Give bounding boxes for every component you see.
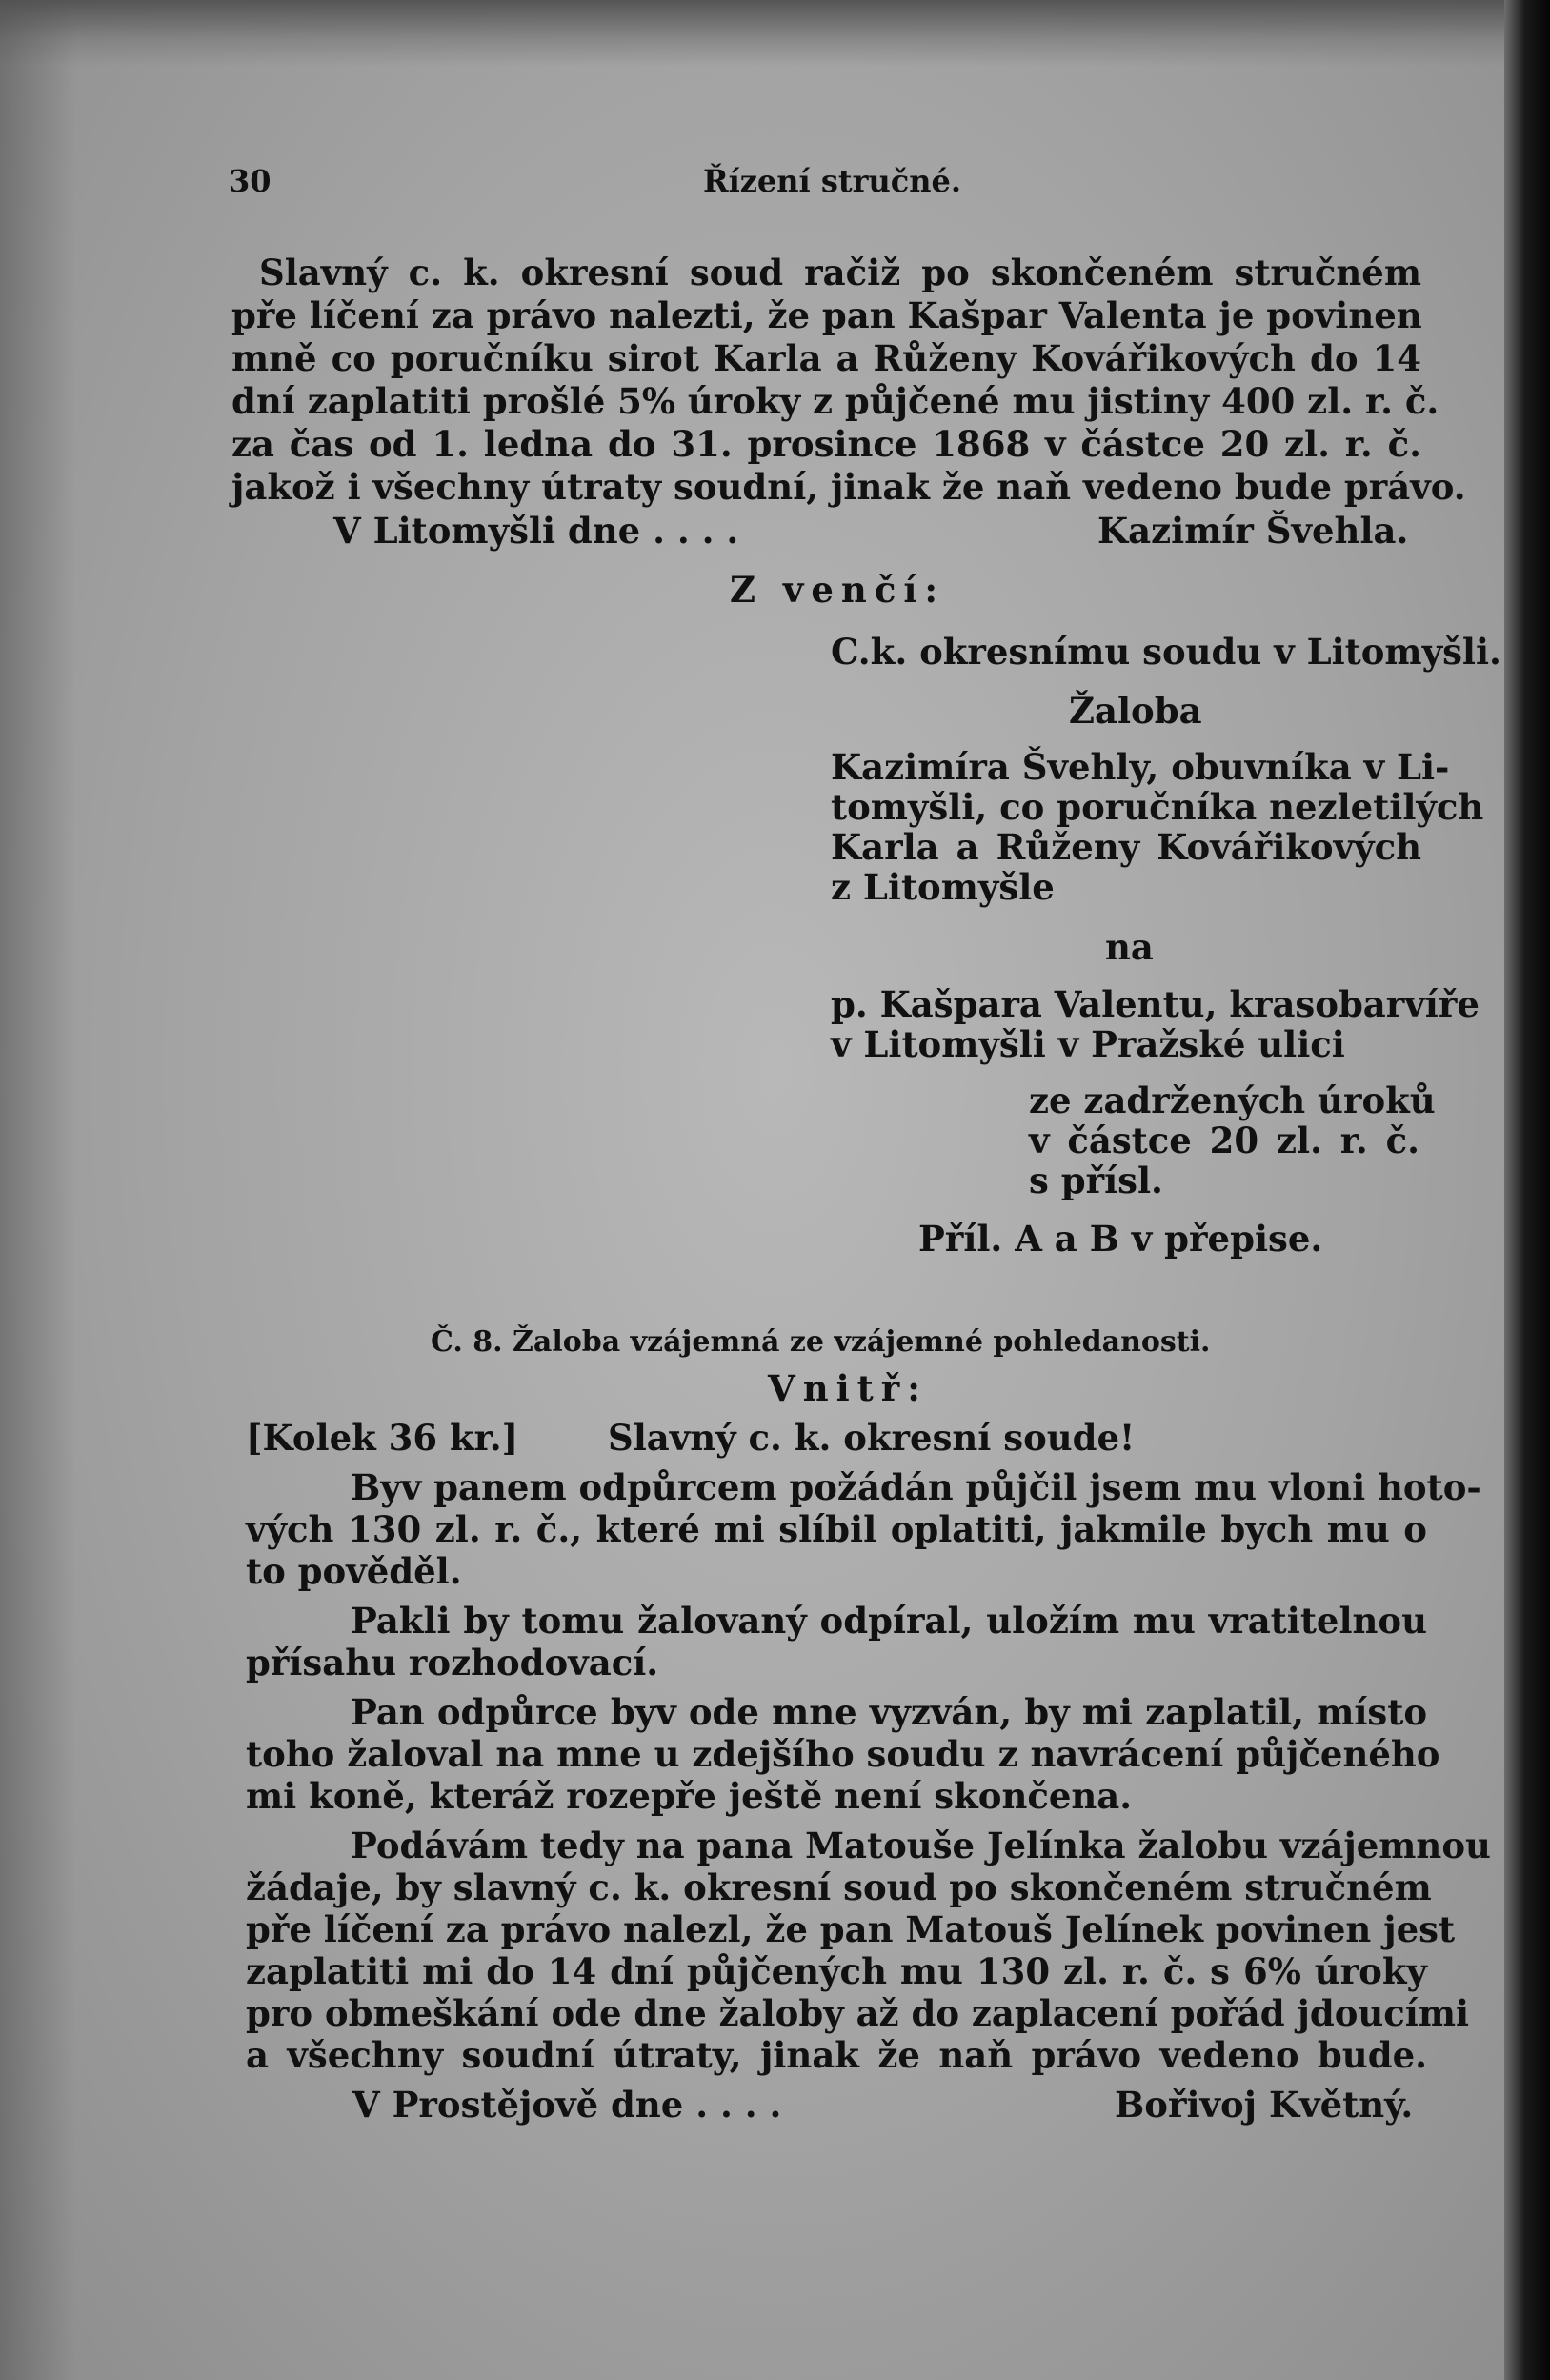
paragraph-line: pře líčení za právo nalezl, že pan Matouš Jelínek povinen jest — [246, 1908, 1456, 1950]
paragraph-line: a všechny soudní útraty, jinak že naň právo vedeno bude. — [246, 2034, 1427, 2076]
paragraph-line: zaplatiti mi do 14 dní půjčených mu 130 zl. r. č. s 6% úroky — [246, 1950, 1427, 1992]
subject-line: v částce 20 zl. r. č. — [1029, 1119, 1419, 1161]
plaintiff-line: z Litomyšle — [831, 866, 1055, 908]
petition-line: mně co poručníku sirot Karla a Růženy Kovářikových do 14 — [231, 337, 1421, 379]
salutation: Slavný c. k. okresní soude! — [608, 1417, 1136, 1459]
paragraph-line: žádaje, by slavný c. k. okresní soud po skončeném stručném — [246, 1866, 1432, 1908]
petition-line: za čas od 1. ledna do 31. prosince 1868 v částce 20 zl. r. č. — [231, 423, 1421, 465]
running-title: Řízení stručné. — [703, 163, 962, 199]
signature: Kazimír Švehla. — [1097, 510, 1409, 552]
paragraph-line: Pakli by tomu žalovaný odpíral, uložím mu vratitelnou — [351, 1600, 1427, 1642]
section-title: Č. 8. Žaloba vzájemná ze vzájemné pohledanosti. — [431, 1325, 1211, 1359]
plaintiff-line: Kazimíra Švehly, obuvníka v Li- — [831, 746, 1450, 788]
petition-line: jakož i všechny útraty soudní, jinak že naň vedeno bude právo. — [231, 466, 1466, 508]
defendant-line: p. Kašpara Valentu, krasobarvíře — [831, 983, 1480, 1025]
subject-line: ze zadržených úroků — [1029, 1079, 1436, 1121]
signature: Bořivoj Květný. — [1115, 2084, 1414, 2126]
petition-line: pře líčení za právo nalezti, že pan Kašpar Valenta je povinen — [231, 294, 1422, 336]
petition-line: dní zaplatiti prošlé 5% úroky z půjčené mu jistiny 400 zl. r. č. — [231, 380, 1439, 422]
petition-line: Slavný c. k. okresní soud račiž po skončeném stručném — [259, 252, 1421, 293]
subject-line: s přísl. — [1029, 1160, 1163, 1201]
stamp-note: [Kolek 36 kr.] — [246, 1417, 519, 1459]
paragraph-line: Byv panem odpůrcem požádán půjčil jsem mu vloni hoto- — [351, 1466, 1481, 1508]
defendant-line: v Litomyšli v Pražské ulici — [831, 1023, 1345, 1065]
paragraph-line: přísahu rozhodovací. — [246, 1642, 659, 1684]
paragraph-line: Podávám tedy na pana Matouše Jelínka žalobu vzájemnou — [351, 1825, 1491, 1866]
paragraph-line: to pověděl. — [246, 1550, 462, 1592]
inside-heading: Vnitř: — [768, 1367, 928, 1409]
paragraph-line: pro obmeškání ode dne žaloby až do zaplacení pořád jdoucími — [246, 1992, 1470, 2034]
plaintiff-line: tomyšli, co poručníka nezletilých — [831, 786, 1484, 828]
court-address: C.k. okresnímu soudu v Litomyšli. — [831, 631, 1501, 673]
place-date: V Litomyšli dne . . . . — [333, 510, 739, 552]
paragraph-line: Pan odpůrce byv ode mne vyzván, by mi zaplatil, místo — [351, 1691, 1427, 1733]
paragraph-line: toho žaloval na mne u zdejšího soudu z navrácení půjčeného — [246, 1733, 1440, 1775]
outside-heading: Z venčí: — [730, 569, 946, 611]
versus-label: na — [1105, 926, 1154, 968]
document-title: Žaloba — [1069, 690, 1202, 732]
paragraph-line: mi koně, kteráž rozepře ještě není skončena. — [246, 1775, 1133, 1817]
page-number: 30 — [229, 163, 272, 199]
place-date: V Prostějově dne . . . . — [352, 2084, 782, 2126]
paragraph-line: vých 130 zl. r. č., které mi slíbil oplatiti, jakmile bych mu o — [246, 1508, 1427, 1550]
attachments-note: Příl. A a B v přepise. — [918, 1218, 1323, 1260]
plaintiff-line: Karla a Růženy Kovářikových — [831, 826, 1421, 868]
